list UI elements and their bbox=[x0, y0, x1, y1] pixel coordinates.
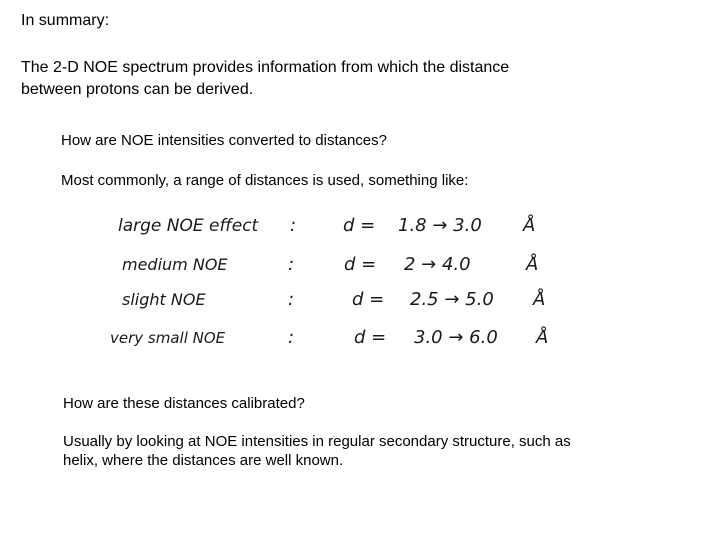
table-row bbox=[122, 253, 538, 275]
row-d: d = bbox=[352, 289, 385, 310]
question-conversion: How are NOE intensities converted to distances? bbox=[61, 132, 387, 149]
row-label: medium NOE bbox=[122, 255, 228, 274]
slide-heading: In summary: bbox=[21, 12, 110, 29]
question-calibration: How are these distances calibrated? bbox=[63, 395, 305, 412]
answer-calibration-line-1: Usually by looking at NOE intensities in regular secondary structure, such as bbox=[63, 433, 571, 450]
row-range: 3.0 → 6.0 bbox=[414, 327, 498, 348]
intro-line-1: The 2-D NOE spectrum provides information from which the distance bbox=[21, 59, 510, 76]
row-label: very small NOE bbox=[110, 329, 226, 347]
answer-range: Most commonly, a range of distances is used, something like: bbox=[61, 172, 469, 189]
row-label: large NOE effect bbox=[118, 216, 259, 236]
table-row bbox=[118, 214, 535, 236]
row-range: 2 → 4.0 bbox=[404, 254, 471, 275]
row-colon: : bbox=[290, 215, 297, 236]
row-unit: Å bbox=[533, 289, 546, 310]
row-label: slight NOE bbox=[122, 290, 206, 309]
row-colon: : bbox=[288, 254, 295, 275]
row-colon: : bbox=[288, 289, 295, 310]
answer-calibration-line-2: helix, where the distances are well known. bbox=[63, 452, 344, 469]
table-row bbox=[110, 326, 548, 348]
table-row bbox=[122, 288, 545, 310]
row-range: 2.5 → 5.0 bbox=[410, 289, 494, 310]
row-colon: : bbox=[288, 327, 295, 348]
intro-line-2: between protons can be derived. bbox=[21, 81, 254, 98]
row-d: d = bbox=[344, 254, 377, 275]
row-d: d = bbox=[354, 327, 387, 348]
row-unit: Å bbox=[526, 254, 539, 275]
row-unit: Å bbox=[536, 327, 549, 348]
row-d: d = bbox=[343, 215, 376, 236]
row-range: 1.8 → 3.0 bbox=[398, 215, 482, 236]
row-unit: Å bbox=[523, 215, 536, 236]
